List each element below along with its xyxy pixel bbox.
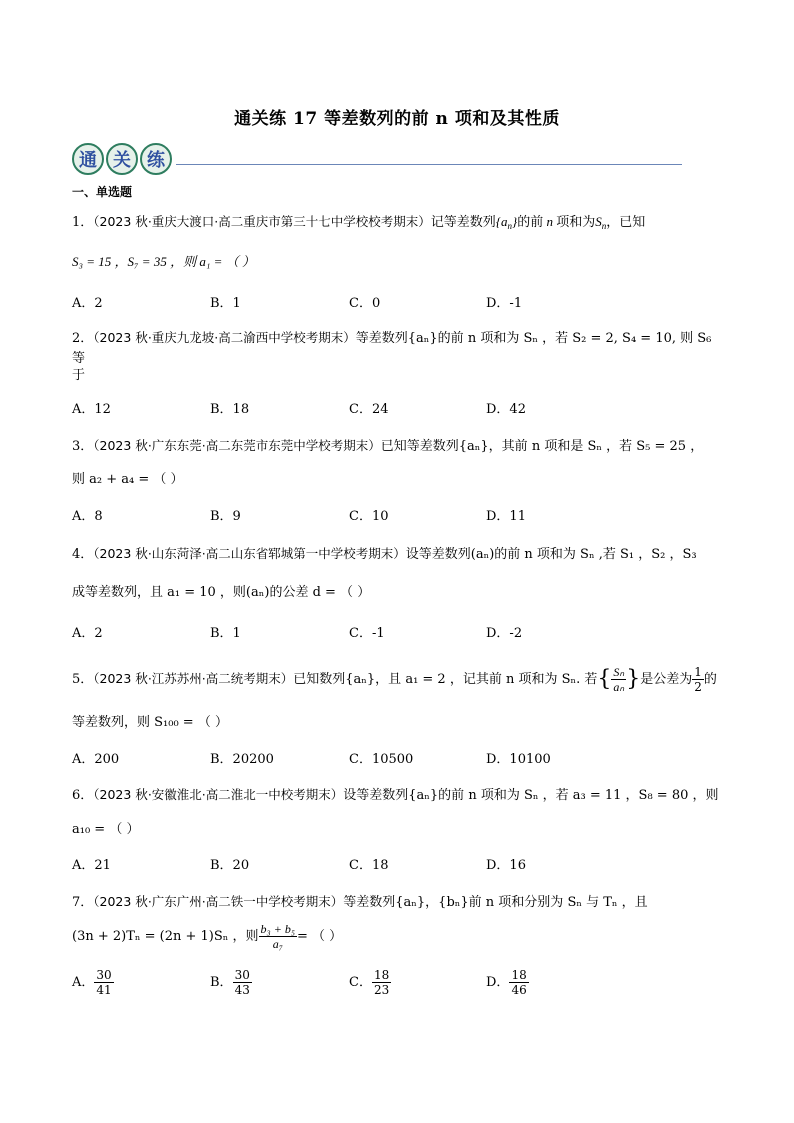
question-stem: 等差数列{aₙ}的前 n 项和为 Sₙ ，若 S₂ = 2, S₄ = 10, 则 S₆ 等 bbox=[72, 331, 712, 366]
option-a: A．21 bbox=[72, 858, 111, 873]
option-c: C．24 bbox=[349, 402, 389, 417]
question-5 bbox=[72, 665, 722, 694]
fraction-numerator: Sₙ bbox=[613, 665, 625, 679]
fraction-numerator: 18 bbox=[373, 968, 390, 982]
logo-char-1: 通 bbox=[72, 143, 104, 175]
question-stem: 设等差数列{aₙ}的前 n 项和为 Sₙ ，若 a₃ = 11 ，S₈ = 80 ，则 bbox=[343, 788, 719, 803]
question-stem: ，已知 bbox=[606, 215, 646, 230]
fraction-numerator: 30 bbox=[234, 968, 250, 982]
option-b: B．9 bbox=[210, 509, 241, 524]
option-c: C．-1 bbox=[349, 626, 385, 641]
option-b bbox=[210, 968, 252, 997]
option-b: B．20 bbox=[210, 858, 250, 873]
variable-n: n bbox=[543, 214, 557, 229]
question-1-options bbox=[72, 292, 722, 312]
question-2-line-2: 于 bbox=[72, 368, 86, 383]
option-label: C． bbox=[349, 975, 372, 990]
question-number: 4． bbox=[72, 547, 94, 562]
option-label: B． bbox=[210, 975, 233, 990]
fraction-denominator: aₙ bbox=[613, 680, 625, 694]
fraction-denominator: 2 bbox=[694, 680, 702, 694]
question-3 bbox=[72, 436, 722, 457]
question-stem: 的前 bbox=[517, 215, 544, 230]
fraction-one-half bbox=[692, 665, 704, 694]
question-4-line-2: 成等差数列，且 a₁ = 10 ，则(aₙ)的公差 d = （ ） bbox=[72, 585, 371, 600]
question-6-line-2: a₁₀ = （ ） bbox=[72, 822, 140, 837]
option-b: B．1 bbox=[210, 296, 241, 311]
option-d: D．16 bbox=[486, 858, 526, 873]
option-d: D．10100 bbox=[486, 752, 551, 767]
question-source: （2023 秋·重庆大渡口·高二重庆市第三十七中学校校考期末） bbox=[93, 214, 431, 229]
option-b: B．20200 bbox=[210, 752, 274, 767]
option-a: A．200 bbox=[72, 752, 120, 767]
left-brace: { bbox=[597, 666, 612, 692]
option-fraction bbox=[372, 968, 391, 997]
question-source: （2023 秋·重庆九龙坡·高二渝西中学校考期末） bbox=[93, 330, 356, 345]
fraction-denominator: 43 bbox=[234, 983, 250, 997]
header-divider bbox=[176, 164, 682, 165]
question-stem: = （ ） bbox=[297, 929, 343, 944]
option-b: B．1 bbox=[210, 626, 241, 641]
logo-char-3: 练 bbox=[140, 143, 172, 175]
option-c: C．10500 bbox=[349, 752, 414, 767]
option-fraction bbox=[94, 968, 113, 997]
logo bbox=[72, 143, 174, 175]
question-number: 3． bbox=[72, 439, 94, 454]
logo-char-2: 关 bbox=[106, 143, 138, 175]
fraction-denominator: 46 bbox=[511, 983, 527, 997]
question-stem: 已知等差数列{aₙ}，其前 n 项和是 Sₙ ，若 S₅ = 25 ， bbox=[380, 439, 704, 454]
question-stem: 是公差为 bbox=[640, 672, 693, 687]
question-1-line-2: S₃ = 15 ，S₇ = 35 ，则 a₁ = （ ） bbox=[72, 254, 255, 269]
option-d bbox=[486, 968, 529, 997]
page-title: 通关练 17 等差数列的前 n 项和及其性质 bbox=[234, 109, 560, 129]
question-source: （2023 秋·山东菏泽·高二山东省郓城第一中学校考期末） bbox=[93, 546, 406, 561]
question-number: 6． bbox=[72, 788, 94, 803]
option-label: D． bbox=[486, 975, 510, 990]
option-c: C．10 bbox=[349, 509, 389, 524]
option-fraction bbox=[233, 968, 252, 997]
sequence-symbol: $\{a_n\}$ bbox=[495, 214, 518, 231]
fraction-denominator: 23 bbox=[373, 983, 390, 997]
question-1 bbox=[72, 212, 722, 236]
question-stem: 等差数列{aₙ}，{bₙ}前 n 项和分别为 Sₙ 与 Tₙ ，且 bbox=[343, 895, 648, 910]
question-2 bbox=[72, 328, 722, 369]
option-b: B．18 bbox=[210, 402, 250, 417]
option-d: D．-1 bbox=[486, 296, 523, 311]
fraction-denominator: a₇ bbox=[272, 937, 283, 951]
question-7 bbox=[72, 892, 722, 913]
section-heading: 一、单选题 bbox=[72, 185, 133, 199]
option-c bbox=[349, 968, 391, 997]
option-a: A．8 bbox=[72, 509, 103, 524]
fraction-b3-b5-over-a7 bbox=[259, 922, 297, 951]
variable-sn: $S_n$ bbox=[595, 214, 607, 231]
option-a: A．12 bbox=[72, 402, 111, 417]
question-2-options bbox=[72, 398, 722, 418]
question-source: （2023 秋·广东东莞·高二东莞市东莞中学校考期末） bbox=[93, 438, 381, 453]
question-stem: 记等差数列 bbox=[430, 215, 496, 230]
question-source: （2023 秋·江苏苏州·高二统考期末） bbox=[93, 671, 294, 686]
fraction-denominator: 41 bbox=[96, 983, 112, 997]
question-7-options bbox=[72, 968, 722, 1002]
question-7-line-2 bbox=[72, 922, 342, 951]
question-5-line-2: 等差数列，则 S₁₀₀ = （ ） bbox=[72, 715, 228, 730]
question-number: 5． bbox=[72, 672, 94, 687]
question-number: 2． bbox=[72, 331, 94, 346]
question-stem: 项和为 bbox=[556, 215, 596, 230]
right-brace: } bbox=[626, 666, 641, 692]
option-a: A．2 bbox=[72, 626, 103, 641]
question-6-options bbox=[72, 854, 722, 874]
option-label: A． bbox=[72, 975, 95, 990]
question-3-options bbox=[72, 505, 722, 525]
option-d: D．11 bbox=[486, 509, 526, 524]
option-a bbox=[72, 968, 114, 997]
question-number: 1． bbox=[72, 215, 94, 230]
question-source: （2023 秋·广东广州·高二铁一中学校考期末） bbox=[93, 894, 344, 909]
question-number: 7． bbox=[72, 895, 94, 910]
fraction-numerator: 18 bbox=[511, 968, 527, 982]
question-stem: 已知数列{aₙ}，且 a₁ = 2 ，记其前 n 项和为 Sₙ. 若 bbox=[293, 672, 598, 687]
option-d: D．-2 bbox=[486, 626, 523, 641]
fraction-numerator: b₃ + b₅ bbox=[260, 922, 295, 936]
question-stem: 设等差数列(aₙ)的前 n 项和为 Sₙ ,若 S₁ ，S₂ ，S₃ bbox=[405, 547, 697, 562]
question-stem: (3n + 2)Tₙ = (2n + 1)Sₙ ，则 bbox=[72, 929, 259, 944]
option-d: D．42 bbox=[486, 402, 526, 417]
question-3-line-2: 则 a₂ + a₄ = （ ） bbox=[72, 472, 184, 487]
fraction-sn-over-an bbox=[611, 665, 626, 694]
question-stem: 的 bbox=[703, 672, 717, 687]
question-source: （2023 秋·安徽淮北·高二淮北一中校考期末） bbox=[93, 787, 344, 802]
question-5-options bbox=[72, 748, 722, 768]
option-c: C．0 bbox=[349, 296, 381, 311]
option-c: C．18 bbox=[349, 858, 389, 873]
fraction-numerator: 30 bbox=[96, 968, 112, 982]
question-4-options bbox=[72, 622, 722, 642]
fraction-numerator: 1 bbox=[694, 665, 702, 679]
option-a: A．2 bbox=[72, 296, 103, 311]
option-fraction bbox=[509, 968, 528, 997]
question-6 bbox=[72, 785, 722, 806]
question-4 bbox=[72, 544, 722, 565]
